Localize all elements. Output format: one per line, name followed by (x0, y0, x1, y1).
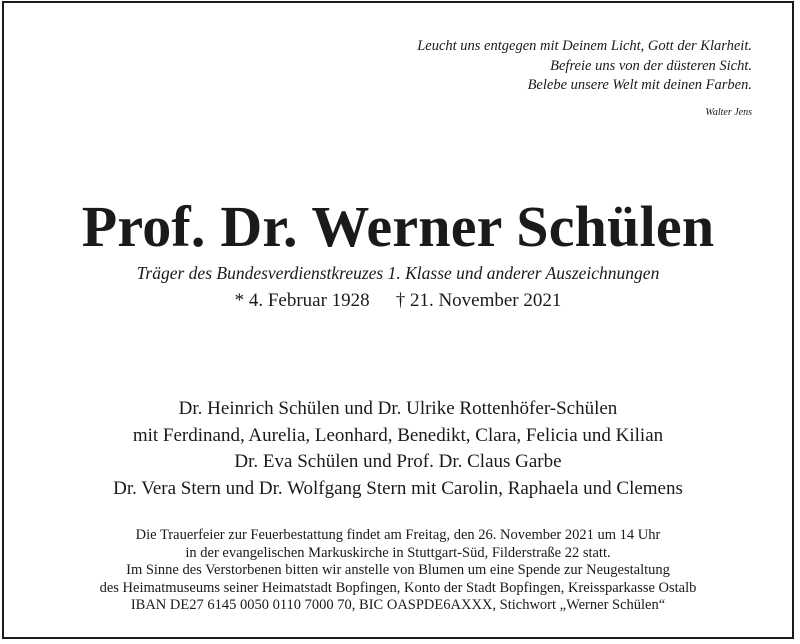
poem-quote (417, 37, 752, 96)
funeral-notice (4, 527, 792, 615)
birth-date: * 4. Februar 1928 (234, 290, 370, 311)
death-date: † 21. November 2021 (395, 290, 562, 311)
deceased-name: Prof. Dr. Werner Schülen (81, 194, 715, 259)
mourner-line: Dr. Vera Stern und Dr. Wolfgang Stern mit Carolin, Raphaela und Clemens (113, 477, 683, 499)
notice-line: Im Sinne des Verstorbenen bitten wir anstelle von Blumen um eine Spende zur Neugestaltung (126, 562, 670, 578)
mourner-line: Dr. Eva Schülen und Prof. Dr. Claus Garbe (234, 451, 562, 472)
obituary-frame (2, 1, 794, 639)
poem-line: Befreie uns von der düsteren Sicht. (550, 57, 752, 74)
mourners-list (4, 396, 792, 502)
notice-line: in der evangelischen Markuskirche in Stuttgart-Süd, Filderstraße 22 statt. (185, 544, 611, 561)
poem-line: Belebe unsere Welt mit deinen Farben. (527, 77, 752, 93)
deceased-honor: Träger des Bundesverdienstkreuzes 1. Klasse und anderer Auszeichnungen (136, 263, 660, 283)
mourner-line: mit Ferdinand, Aurelia, Leonhard, Benedikt, Clara, Felicia und Kilian (132, 424, 664, 446)
mourner-line: Dr. Heinrich Schülen und Dr. Ulrike Rottenhöfer-Schülen (178, 398, 618, 419)
poem-line: Leucht uns entgegen mit Deinem Licht, Gott der Klarheit. (417, 38, 752, 54)
life-dates (4, 289, 792, 313)
notice-line: Die Trauerfeier zur Feuerbestattung findet am Freitag, den 26. November 2021 um 14 Uhr (135, 527, 661, 543)
notice-line: des Heimatmuseums seiner Heimatstadt Bopfingen, Konto der Stadt Bopfingen, Kreissparkasse Ostalb (99, 579, 697, 596)
notice-line: IBAN DE27 6145 0050 0110 7000 70, BIC OASPDE6AXXX, Stichwort „Werner Schülen“ (130, 597, 666, 613)
poem-author: Walter Jens (705, 107, 752, 118)
